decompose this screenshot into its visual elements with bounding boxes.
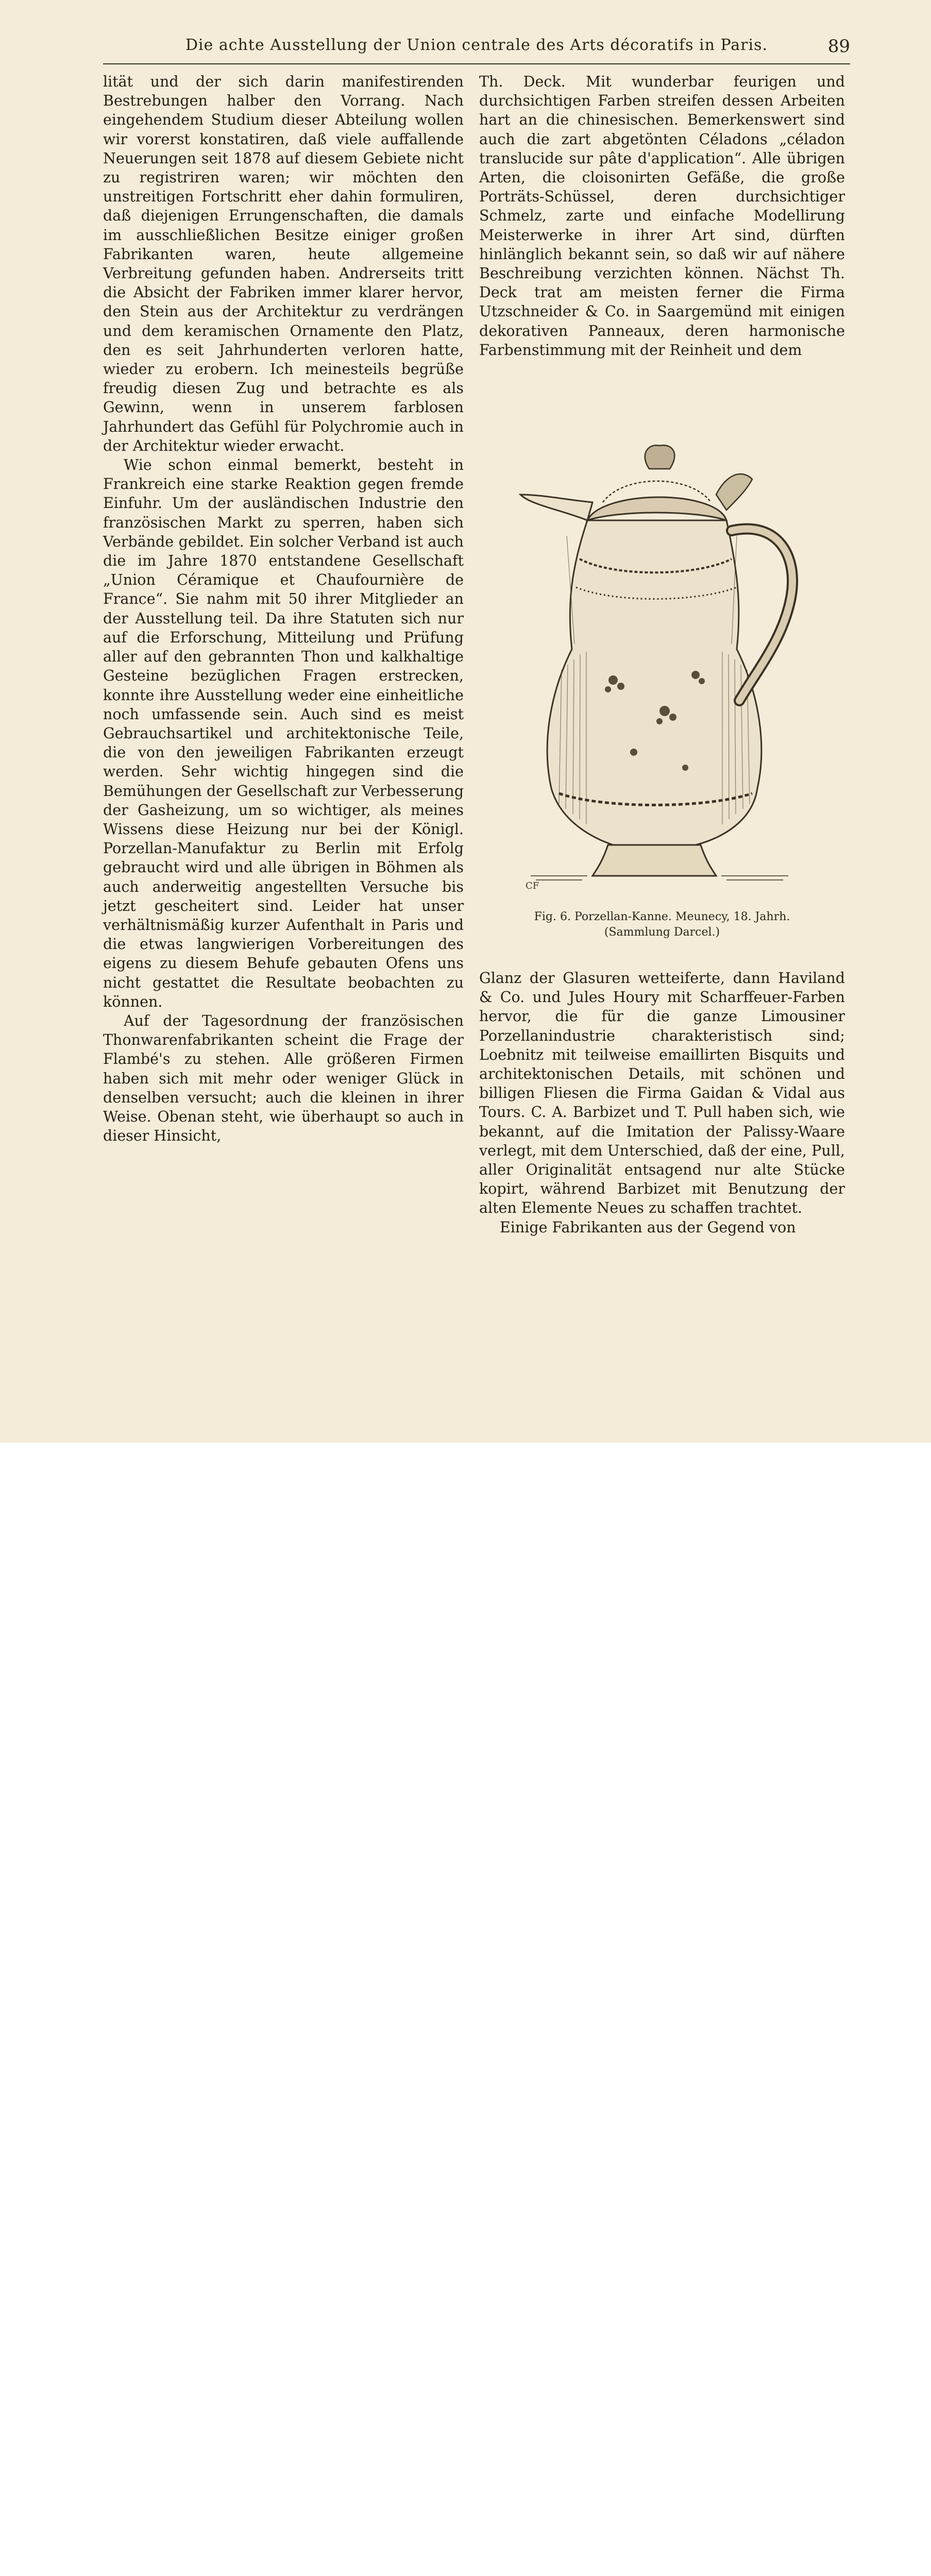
thumb-piece <box>716 474 752 510</box>
left-column <box>103 72 464 1145</box>
paragraph: Th. Deck. Mit wunderbar feurigen und durchsichtigen Farben streifen dessen Arbeiten hart an die chinesischen. Bemerkenswert sind auch die zart abgetönten Céladons „céladon translucide sur pâte d'application“. Alle übrigen Arten, die cloisonirten Gefäße, die große Porträts-Schüssel, deren durchsichtiger Schmelz, zarte und einfache Modellirung Meisterwerke in ihrer Art sind, dürften hinlänglich bekannt sein, so daß wir auf nähere Beschreibung verzichten können. Nächst Th. Deck trat am meisten ferner die Firma Utzschneider & Co. in Saargemünd mit einigen dekorativen Panneaux, deren harmonische Farbenstimmung mit der Reinheit und dem <box>479 73 845 359</box>
paragraph: lität und der sich darin manifestirenden Bestrebungen halber den Vorrang. Nach eingehendem Studium dieser Abteilung wollen wir vorerst konstatiren, daß viele auffallende Neuerungen seit 1878 auf diesem Gebiete nicht zu registriren waren; wir möchten den unstreitigen Fortschritt eher dahin formuliren, daß diejenigen Errungenschaften, die damals im ausschließlichen Besitze einiger großen Fabrikanten waren, heute allgemeine Verbreitung gefunden haben. Andrerseits tritt die Absicht der Fabriken immer klarer hervor, den Stein aus der Architektur zu verdrängen und dem keramischen Ornamente den Platz, den es seit Jahrhunderten verloren hatte, wieder zu erobern. Ich meinesteils begrüße freudig diesen Zug und betrachte es als Gewinn, wenn in unserem farblosen Jahrhundert das Gefühl für Polychromie auch in der Architektur wieder erwacht. <box>103 73 464 454</box>
caption-line-1: Fig. 6. Porzellan-Kanne. Meunecy, 18. Jahrh. <box>534 910 790 923</box>
jug-foot <box>593 845 716 876</box>
running-head: Die achte Ausstellung der Union centrale des Arts décoratifs in Paris. <box>185 36 768 54</box>
right-column-top <box>479 72 845 360</box>
jug-engraving <box>510 433 809 891</box>
paragraph: Auf der Tagesordnung der französischen Thonwarenfabrikanten scheint die Frage der Flambé's zu stehen. Alle größeren Firmen haben sich mit mehr oder weniger Glück in denselben versucht; auch die kleinen in ihrer Weise. Obenan steht, wie überhaupt so auch in dieser Hinsicht, <box>103 1012 464 1145</box>
paragraph: Einige Fabrikanten aus der Gegend von <box>500 1218 796 1236</box>
paragraph: Glanz der Glasuren wetteiferte, dann Haviland & Co. und Jules Houry mit Scharffeuer-Farben hervor, die für die ganze Limousiner Porzellanindustrie charakteristisch sind; Loebnitz mit teilweise emaillirten Bisquits und architektonischen Details, mit schönen und billigen Fliesen die Firma Gaidan & Vidal aus Tours. C. A. Barbizet und T. Pull haben sich, wie bekannt, auf die Imitation der Palissy-Waare verlegt, mit dem Unterschied, daß der eine, Pull, aller Originalität entsagend nur alte Stücke kopirt, während Barbizet mit Benutzung der alten Elemente Neues zu schaffen trachtet. <box>479 970 845 1217</box>
engraver-monogram: CF <box>526 880 539 891</box>
header-rule <box>103 63 850 64</box>
page-number: 89 <box>827 36 850 57</box>
footer-bar <box>0 1443 931 1512</box>
jug-spout <box>520 495 593 520</box>
paragraph: Wie schon einmal bemerkt, besteht in Frankreich eine starke Reaktion gegen fremde Einfuhr. Um der ausländischen Industrie den französischen Markt zu sperren, haben sich Verbände gebildet. Ein solcher Verband ist auch die im Jahre 1870 entstandene Gesellschaft „Union Céramique et Chaufournière de France“. Sie nahm mit 50 ihrer Mitglieder an der Ausstellung teil. Da ihre Statuten sich nur auf die Erforschung, Mitteilung und Prüfung aller auf den gebrannten Thon und kalkhaltige Gesteine bezüglichen Fragen erstrecken, konnte ihre Ausstellung weder eine einheitliche noch umfassende sein. Auch sind es meist Gebrauchsartikel und architektonische Teile, die von den jeweiligen Fabrikanten erzeugt werden. Sehr wichtig hingegen sind die Bemühungen der Gesellschaft zur Verbesserung der Gasheizung, um so wichtiger, als meines Wissens diese Heizung nur bei der Königl. Porzellan-Manufaktur zu Berlin mit Erfolg gebraucht wird und alle übrigen in Böhmen als auch anderweitig angestellten Versuche bis jetzt gescheitert sind. Leider hat unser verhältnismäßig kurzer Aufenthalt in Paris und die etwas langwierigen Vorbereitungen des eigens zu diesem Behufe gebauten Ofens uns nicht gestattet die Resultate beobachten zu können. <box>103 456 464 1010</box>
lid-knob <box>645 445 675 469</box>
jug-lid <box>587 497 726 520</box>
figure-caption <box>479 909 845 940</box>
right-column-bottom <box>479 969 845 1237</box>
caption-line-2: (Sammlung Darcel.) <box>604 926 720 939</box>
jug-body <box>547 520 761 845</box>
porcelain-jug-illustration <box>510 433 809 891</box>
